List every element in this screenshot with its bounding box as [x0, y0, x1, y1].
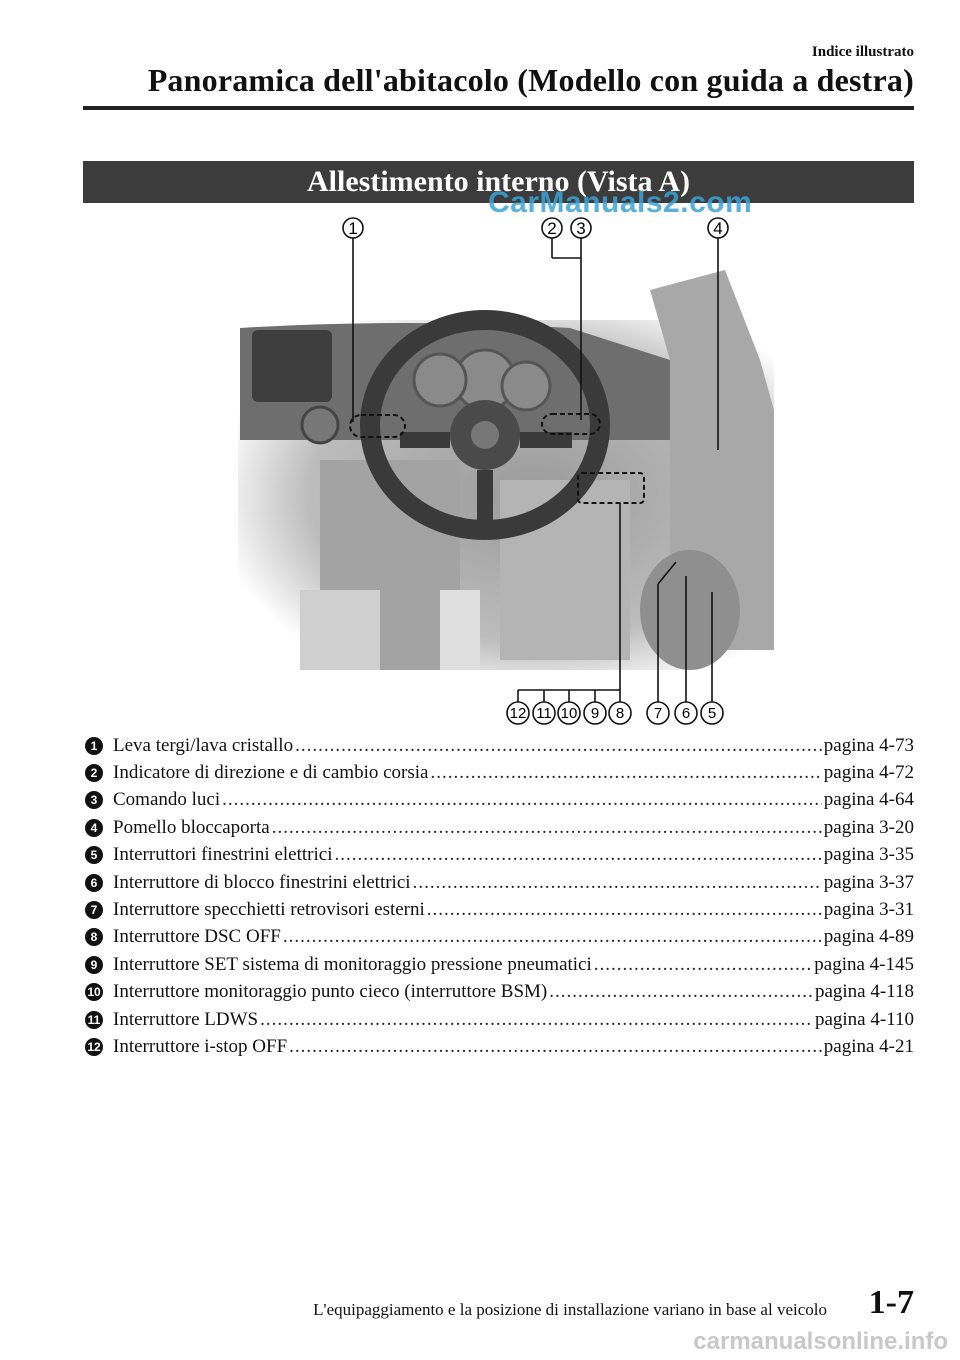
item-number-badge: 9	[85, 956, 103, 974]
item-number-badge: 3	[85, 791, 103, 809]
list-item	[85, 924, 914, 951]
list-item	[85, 1033, 914, 1060]
item-label: Interruttore monitoraggio punto cieco (interruttore BSM)	[113, 981, 548, 1003]
item-number-badge: 7	[85, 901, 103, 919]
callout-9	[584, 702, 606, 724]
list-item	[85, 896, 914, 923]
item-label: Leva tergi/lava cristallo	[113, 734, 294, 756]
item-label: Interruttore di blocco finestrini elettrici	[113, 871, 411, 893]
callout-10	[558, 702, 580, 724]
callout-4	[708, 218, 728, 238]
item-label: Comando luci	[113, 789, 221, 811]
item-page-ref: pagina 3-37	[823, 871, 914, 893]
item-page-ref: pagina 3-31	[823, 899, 914, 921]
banner-title: Allestimento interno (Vista A)	[307, 165, 690, 198]
footer-site: carmanualsonline.info	[693, 1328, 948, 1355]
svg-text:11: 11	[536, 705, 552, 722]
callout-5	[701, 702, 723, 724]
item-label: Pomello bloccaporta	[113, 816, 270, 838]
dot-leader	[289, 1036, 822, 1058]
item-page-ref: pagina 3-20	[823, 816, 914, 838]
item-number-badge: 11	[85, 1011, 103, 1029]
dot-leader	[430, 762, 821, 784]
svg-text:10: 10	[560, 705, 578, 722]
svg-text:8: 8	[615, 705, 625, 722]
dot-leader	[260, 1009, 813, 1031]
callout-11	[533, 702, 555, 724]
header-rule	[83, 106, 914, 110]
item-label: Interruttore LDWS	[113, 1008, 259, 1030]
svg-text:6: 6	[681, 705, 691, 722]
interior-illustration	[200, 210, 800, 730]
item-page-ref: pagina 4-73	[823, 734, 914, 756]
callouts-top	[343, 218, 728, 238]
list-item	[85, 842, 914, 869]
item-label: Interruttori finestrini elettrici	[113, 844, 333, 866]
item-number-badge: 5	[85, 846, 103, 864]
item-page-ref: pagina 4-89	[823, 926, 914, 948]
dot-leader	[427, 899, 822, 921]
item-label: Interruttore specchietti retrovisori esterni	[113, 899, 425, 921]
dot-leader	[295, 735, 822, 757]
watermark: CarManuals2.com	[488, 186, 753, 219]
item-page-ref: pagina 4-145	[814, 953, 914, 975]
item-label: Indicatore di direzione e di cambio corsia	[113, 762, 429, 784]
item-page-ref: pagina 4-118	[814, 981, 914, 1003]
dashboard-photo	[238, 270, 774, 670]
items-list	[85, 732, 914, 1061]
item-page-ref: pagina 4-72	[823, 762, 914, 784]
item-number-badge: 6	[85, 874, 103, 892]
dot-leader	[222, 789, 822, 811]
svg-text:1: 1	[348, 219, 358, 238]
callout-2	[542, 218, 562, 238]
callout-8	[609, 702, 631, 724]
list-item	[85, 759, 914, 786]
item-number-badge: 2	[85, 764, 103, 782]
item-page-ref: pagina 4-21	[823, 1035, 914, 1057]
item-page-ref: pagina 4-64	[823, 789, 914, 811]
callout-1	[343, 218, 363, 238]
svg-text:7: 7	[653, 705, 663, 722]
page-number: 1-7	[868, 1284, 914, 1321]
footer-note: L'equipaggiamento e la posizione di installazione variano in base al veicolo	[313, 1300, 827, 1319]
list-item	[85, 814, 914, 841]
dot-leader	[272, 817, 822, 839]
item-number-badge: 4	[85, 819, 103, 837]
list-item	[85, 732, 914, 759]
item-label: Interruttore i-stop OFF	[113, 1035, 288, 1057]
dot-leader	[283, 926, 822, 948]
list-item	[85, 951, 914, 978]
svg-text:3: 3	[576, 219, 586, 238]
section-label: Indice illustrato	[811, 44, 914, 60]
item-page-ref: pagina 4-110	[814, 1008, 914, 1030]
item-number-badge: 8	[85, 928, 103, 946]
list-item	[85, 979, 914, 1006]
item-number-badge: 1	[85, 737, 103, 755]
callouts-bottom	[507, 702, 723, 724]
svg-text:2: 2	[547, 219, 557, 238]
callout-7	[647, 702, 669, 724]
svg-text:12: 12	[509, 705, 527, 722]
dot-leader	[594, 954, 812, 976]
item-label: Interruttore SET sistema di monitoraggio pressione pneumatici	[113, 953, 592, 975]
svg-text:5: 5	[707, 705, 717, 722]
svg-text:9: 9	[590, 705, 600, 722]
item-number-badge: 12	[85, 1038, 103, 1056]
list-item	[85, 1006, 914, 1033]
item-page-ref: pagina 3-35	[823, 844, 914, 866]
list-item	[85, 869, 914, 896]
dot-leader	[549, 981, 813, 1003]
svg-text:4: 4	[713, 219, 723, 238]
callout-6	[675, 702, 697, 724]
item-label: Interruttore DSC OFF	[113, 926, 281, 948]
dot-leader	[413, 872, 822, 894]
item-number-badge: 10	[85, 983, 103, 1001]
list-item	[85, 787, 914, 814]
page-title: Panoramica dell'abitacolo (Modello con guida a destra)	[147, 62, 914, 98]
callout-3	[571, 218, 591, 238]
dot-leader	[334, 844, 821, 866]
callout-12	[507, 702, 529, 724]
